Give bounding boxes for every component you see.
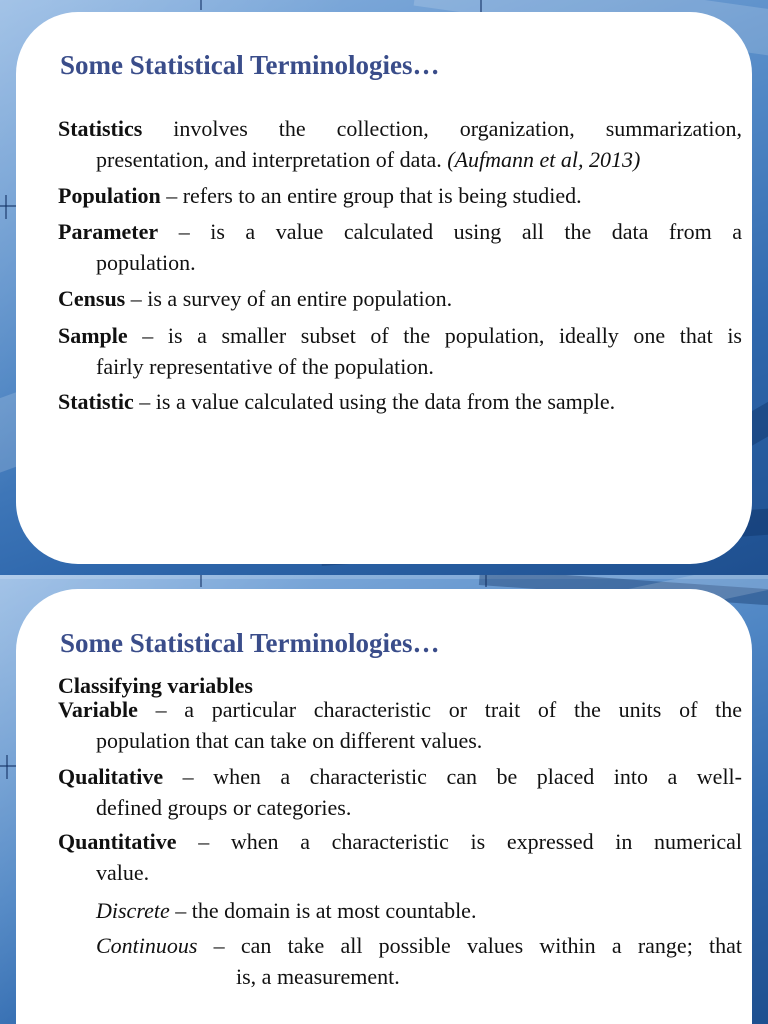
content-card [16, 12, 752, 564]
definition-text: is, a measurement. [236, 964, 400, 989]
section-heading: Classifying variables [58, 673, 253, 698]
definition-sample [58, 320, 742, 382]
term-discrete: Discrete [96, 898, 170, 923]
definition-text: defined groups or categories. [96, 795, 352, 820]
definition-text: – the domain is at most countable. [169, 898, 477, 923]
definition-population [58, 180, 742, 211]
definition-text: – can take all possible values within a range; that [197, 933, 742, 958]
definition-variable [58, 694, 742, 756]
definition-continuous [96, 930, 742, 992]
definition-text: population that can take on different values. [96, 728, 483, 753]
definition-text: value. [96, 860, 150, 885]
content-card [16, 589, 752, 1024]
slide-2 [0, 575, 768, 1024]
definition-text: – when a characteristic can be placed into a well- [163, 764, 742, 789]
term-parameter: Parameter [58, 219, 159, 244]
definition-parameter [58, 216, 742, 278]
definition-text: – a particular characteristic or trait of the units of the [137, 697, 742, 722]
term-population: Population [58, 183, 161, 208]
citation: (Aufmann et al, 2013) [447, 147, 641, 172]
definition-text: – when a characteristic is expressed in numerical [176, 829, 742, 854]
definition-text: – is a smaller subset of the population, ideally one that is [127, 323, 742, 348]
definition-text: population. [96, 250, 196, 275]
definition-text: presentation, and interpretation of data. [96, 147, 448, 172]
slide-title: Some Statistical Terminologies… [60, 50, 440, 80]
term-quantitative: Quantitative [58, 829, 177, 854]
slide-title: Some Statistical Terminologies… [60, 628, 440, 658]
definition-text: involves the collection, organization, summarization, [142, 116, 742, 141]
definition-text: – refers to an entire group that is being studied. [160, 183, 582, 208]
definition-discrete [96, 895, 476, 926]
term-statistic: Statistic [58, 389, 134, 414]
term-qualitative: Qualitative [58, 764, 164, 789]
definition-statistics [58, 113, 742, 175]
definition-text: fairly representative of the population. [96, 354, 434, 379]
definition-statistic [58, 386, 742, 417]
definition-text: – is a survey of an entire population. [125, 286, 453, 311]
definition-qualitative [58, 761, 742, 823]
term-census: Census [58, 286, 126, 311]
term-statistics: Statistics [58, 116, 143, 141]
term-continuous: Continuous [96, 933, 198, 958]
definition-text: – is a value calculated using all the data from a [158, 219, 742, 244]
term-sample: Sample [58, 323, 128, 348]
definition-text: – is a value calculated using the data from the sample. [133, 389, 616, 414]
definition-quantitative [58, 826, 742, 888]
term-variable: Variable [58, 697, 138, 722]
definition-census [58, 283, 742, 314]
